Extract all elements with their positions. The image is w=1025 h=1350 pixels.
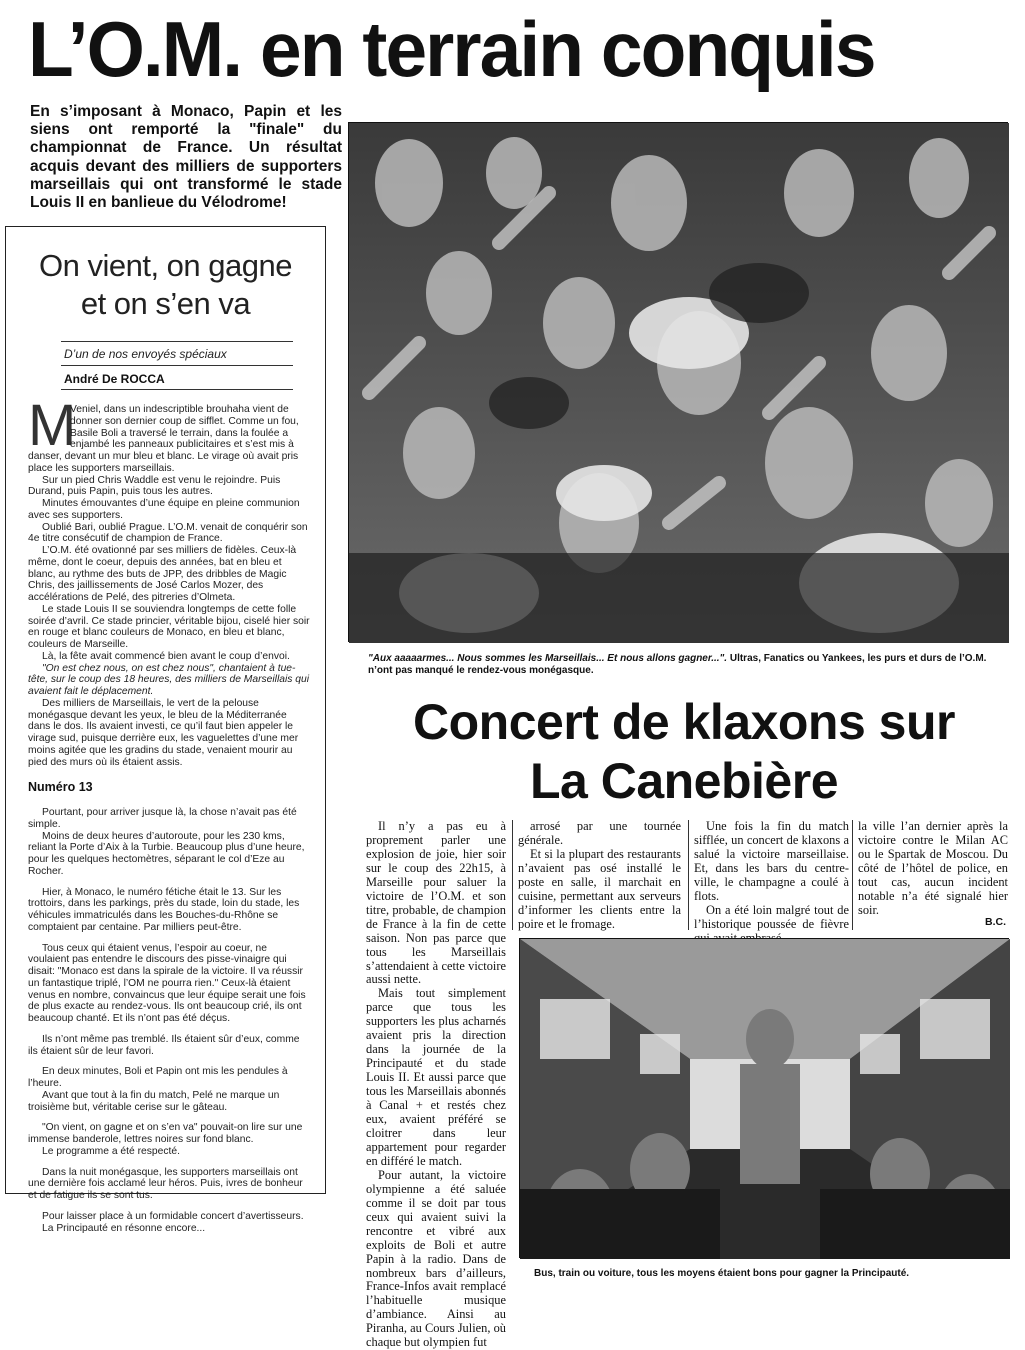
story2-column-2	[518, 820, 681, 932]
sidebar-paragraph: Ils n’ont même pas tremblé. Ils étaient sûr d’eux, comme ils étaient sûr de leur favori.	[28, 1033, 300, 1057]
sidebar-paragraph: Pour laisser place à un formidable concert d’avertisseurs.	[42, 1210, 304, 1222]
bus-photo	[519, 938, 1009, 1258]
second-headline	[364, 693, 1004, 811]
story2-paragraph: la ville l’an dernier après la victoire contre le Milan AC ou le Spartak de Moscou. Du côté de l’hôtel de police, en tout cas, aucun incident notable n’a été signalé hier soir.	[858, 819, 1008, 917]
sidebar-paragraph: Sur un pied Chris Waddle est venu le rejoindre. Puis Durand, puis Papin, puis tous les autres.	[28, 474, 281, 498]
sidebar-paragraph: L’O.M. été ovationné par ses milliers de fidèles. Ceux-là même, dont le coeur, depuis des années, bat en bleu et blanc, au rythme des buts de JPP, des dribbles de Magic Chris, des jaillissements de José Carlos Mozer, des accélérations de Pelé, des pitreries d’Olmeta.	[28, 545, 297, 603]
sidebar-title	[6, 247, 325, 323]
sidebar-subhead: Numéro 13	[28, 780, 93, 795]
column-rule	[512, 820, 513, 930]
sidebar-paragraph: Avant que tout à la fin du match, Pelé ne marque un troisième but, véritable cerise sur le gâteau.	[28, 1089, 280, 1113]
sidebar-paragraph: Des milliers de Marseillais, le vert de la pelouse monégasque devant les yeux, le bleu de la Méditerranée dans le dos. Ils avaient investi, ce qu’il faut bien appeler le virage sud, puisque derrière eux, les vaguelettes d’une mer moins agitée que les gradins du stade, venaient mourir au pied des murs où ils étaient assis.	[28, 697, 299, 768]
sidebar-paragraph: Pourtant, pour arriver jusque là, la chose n’avait pas été simple.	[28, 807, 297, 830]
sidebar-paragraph: Le programme a été respecté.	[42, 1145, 180, 1157]
sidebar-paragraph: "On est chez nous, on est chez nous", chantaient à tue-tête, sur le coup des 18 heures, des milliers de Marseillais qui avaient fait le déplacement.	[28, 662, 310, 697]
sidebar-paragraph: Tous ceux qui étaient venus, l’espoir au coeur, ne voulaient pas entendre le discours des pisse-vinaigre qui disait: "Monaco est dans la spirale de la victoire. Il va réussir un fantastique triplé, l’OM ne pourra rien." Ceux-là étaient venus en nombre, convaincus que leur équipe serait une fois de plus exacte au rendez-vous. Ils ont beaucoup crié, ils ont beaucoup chanté. Et ils n’ont pas été déçus.	[28, 942, 306, 1024]
drop-cap-space	[28, 404, 70, 450]
sidebar-paragraph: Veniel, dans un indescriptible brouhaha vient de donner son dernier coup de sifflet. Comme un fou, Basile Boli a traversé le terrain, dans la foulée a enjambé les panneaux publicitaires et s’est mis à danser, devant un mur bleu et blanc. Le virage où avait pris place les supporters marseillais.	[28, 404, 299, 474]
story2-column-1	[366, 820, 506, 1350]
byline-rule-bottom	[61, 389, 293, 390]
story2-signature: B.C.	[985, 916, 1006, 928]
sidebar-paragraph: Dans la nuit monégasque, les supporters marseillais ont une dernière fois acclamé leur héros. Puis, ivres de bonheur et de fatigue ils se sont tus.	[28, 1166, 303, 1201]
crowd-photo-illustration	[349, 123, 1009, 643]
sidebar-paragraph: Le stade Louis II se souviendra longtemps de cette folle soirée d’avril. Ce stade princier, véritable bijou, ciselé hier soir en rouge et blanc couleurs de Monaco, en bleu et blanc, couleurs de Marseille.	[28, 603, 310, 650]
crowd-caption-text: Ultras, Fanatics ou Yankees, les purs et durs de l’O.M. n’ont pas manqué le rendez-vous monégasque.	[368, 653, 987, 676]
story2-paragraph: On a été loin malgré tout de l’historique poussée de fièvre	[694, 902, 849, 931]
story2-paragraph: Et si la plupart des restaurants n’avaient pas osé installé le poste en salle, il marchait en cuisine, permettant aux serveurs d’informer les clients entre la poire et le fromage.	[518, 846, 681, 931]
sidebar-paragraph: Oublié Bari, oublié Prague. L’O.M. venait de conquérir son 4e titre consécutif de champion de France.	[28, 521, 308, 545]
sidebar-paragraph: Là, la fête avait commencé bien avant le coup d’envoi.	[42, 650, 290, 662]
sidebar-box	[5, 226, 326, 1234]
second-headline-line1: Concert de klaxons sur	[413, 694, 955, 750]
story2-column-3	[694, 820, 849, 946]
second-headline-line2: La Canebière	[529, 753, 838, 809]
sidebar-body	[28, 404, 311, 1234]
story2-paragraph: Il n’y a pas eu à proprement parler une explosion de joie, hier soir sur le coup des 22h15, à Marseille pour saluer la victoire de l’O.M. et son titre, probable, de champion de France à la fin de cette saison. Non pas parce que tous les Marseillais s’attendaient à cette victoire aussi nette.	[366, 819, 506, 987]
sidebar-paragraph: Minutes émouvantes d’une équipe en pleine communion avec ses supporters.	[28, 498, 300, 521]
byline-rule-middle	[61, 365, 293, 366]
story2-paragraph: Pour autant, la victoire olympienne a été saluée comme il se doit par tous ceux qui avaient suivi la rencontre et vibré aux exploits de Boli et autre Papin à la radio. Dans de nombreux bars d’ailleurs, France-Infos avait remplacé l’habituelle musique d’ambiance. Ainsi au Piranha, au Cours Julien, où chaque but olympien fut	[366, 1167, 506, 1350]
sidebar-paragraph: En deux minutes, Boli et Papin ont mis les pendules à l’heure.	[28, 1066, 288, 1089]
sidebar-paragraph: Hier, à Monaco, le numéro fétiche était le 13. Sur les trottoirs, dans les parkings, près du stade, loin du stade, les véhicules immatriculés dans les Bouches-du-Rhône se comptaient par centaine. Par milliers peut-être.	[28, 886, 300, 933]
byline-label: D’un de nos envoyés spéciaux	[64, 347, 227, 361]
sidebar-paragraph: Moins de deux heures d’autoroute, pour les 230 kms, reliant la Porte d’Aix à la Turbie. Beaucoup plus d’une heure, pour les quelques hectomètres, séparant le col d’Eze au Rocher.	[28, 830, 305, 877]
crowd-caption-quote: "Aux aaaaarmes... Nous sommes les Marseillais... Et nous allons gagner...".	[368, 653, 728, 664]
main-headline: L’O.M. en terrain conquis	[28, 5, 875, 93]
story2-column-4	[858, 820, 1008, 918]
crowd-photo	[348, 122, 1008, 642]
bus-photo-illustration	[520, 939, 1010, 1259]
story2-paragraph: Une fois la fin du match sifflée, un concert de klaxons a salué la victoire marseillaise. Et, dans les bars du centre-ville, le champagne a coulé à flots.	[694, 819, 849, 903]
crowd-photo-caption	[368, 653, 1013, 676]
sidebar-paragraph: "On vient, on gagne et on s’en va" pouvait-on lire sur une immense banderole, lettres noires sur fond blanc.	[28, 1122, 303, 1145]
story2-paragraph: Mais tout simplement parce que tous les supporters les plus acharnés avaient pris la direction dans la journée de la Principauté et du stade Louis II. Et aussi parce que tous les Marseillais abonnés à Canal + et restés chez eux, avaient préféré se cloitrer dans leur appartement pour regarder en différé le match.	[366, 986, 506, 1168]
sidebar-title-line1: On vient, on gagne	[39, 248, 292, 283]
sidebar-title-line2: et on s’en va	[80, 286, 251, 321]
column-rule	[688, 820, 689, 930]
bus-photo-caption: Bus, train ou voiture, tous les moyens étaient bons pour gagner la Principauté.	[534, 1268, 910, 1279]
story2-paragraph: arrosé par une tournée générale.	[518, 819, 681, 847]
column-rule	[852, 820, 853, 930]
byline-rule-top	[61, 341, 293, 342]
sidebar-paragraph: La Principauté en résonne encore...	[42, 1222, 206, 1234]
byline-author: André De ROCCA	[64, 372, 165, 386]
article-intro: En s’imposant à Monaco, Papin et les siens ont remporté la "finale" du championnat de France. Un résultat acquis devant des milliers de supporters marseillais qui ont transformé le stade Louis II en banlieue du Vélodrome!	[30, 103, 342, 212]
drop-cap: M	[28, 393, 77, 458]
